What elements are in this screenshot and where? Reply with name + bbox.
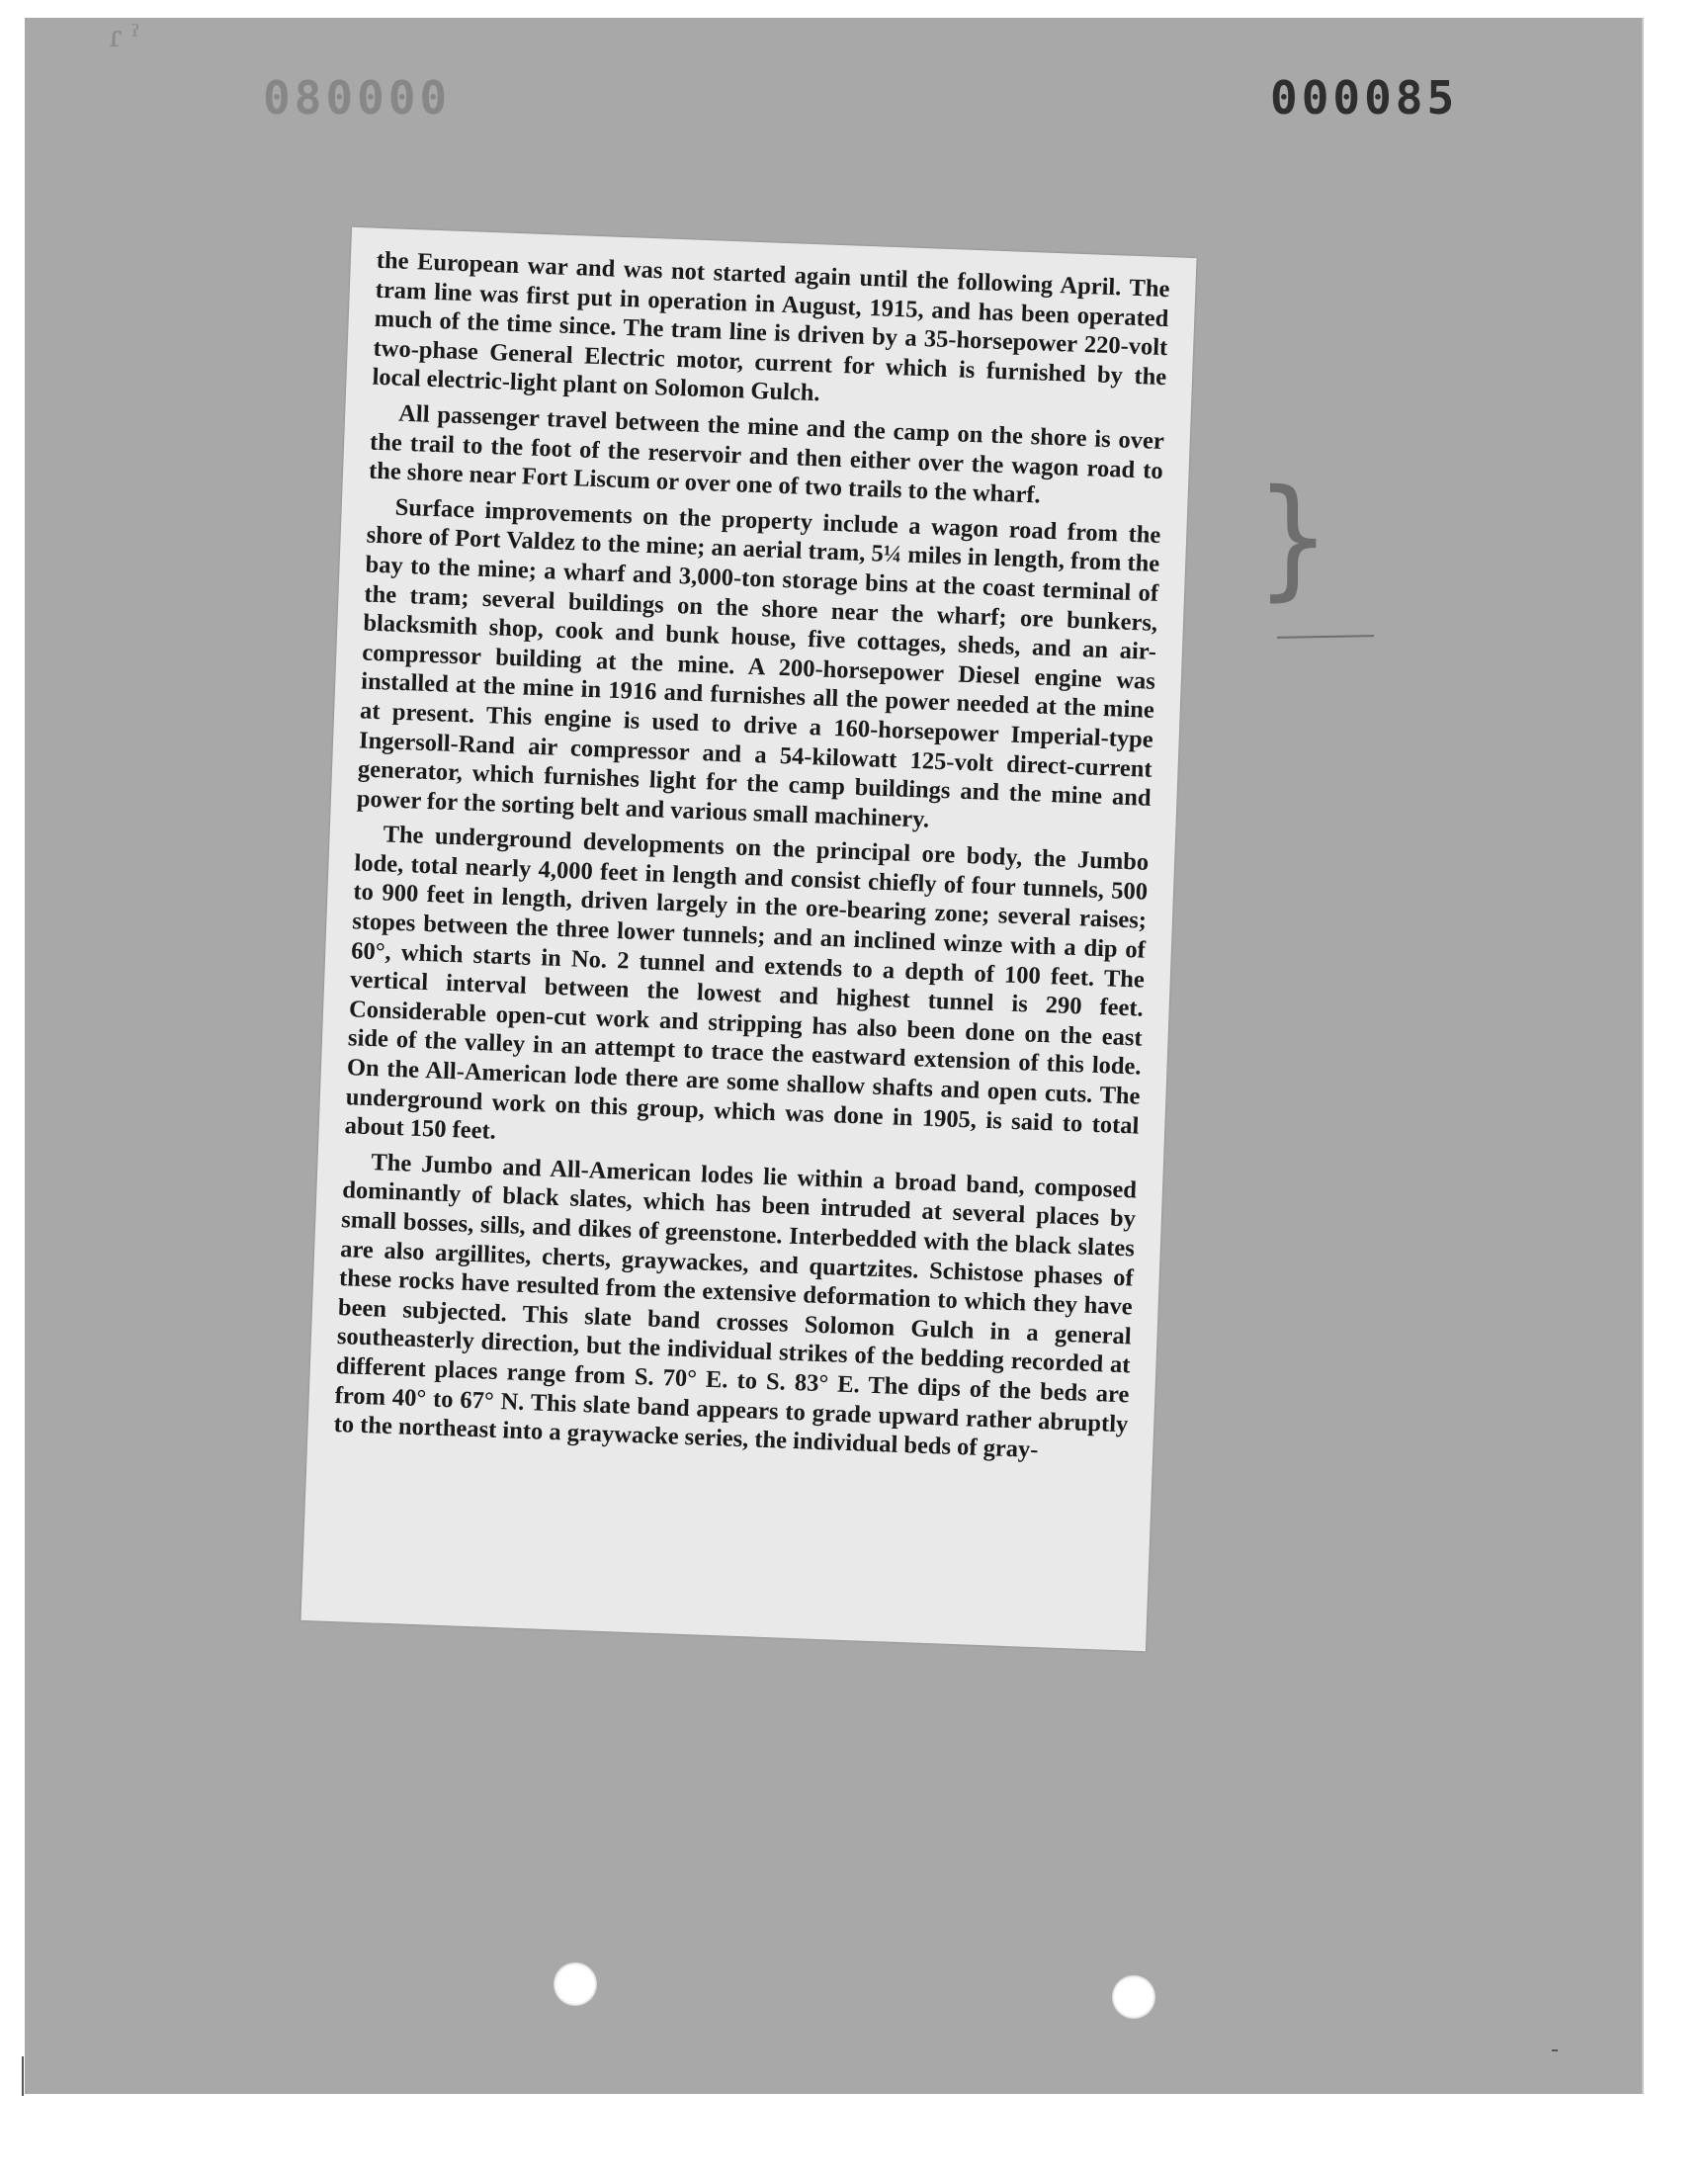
pencil-corner-mark: ɾ ˀ <box>109 20 140 54</box>
paragraph-3: Surface improvements on the property include a wagon road from the shore of Port Valdez to the mine; an aerial tram, 5¼ miles in length, from the bay to the mine; a wharf and 3,000-ton storage bins at the coast terminal of the tram; several buildings on the shore near the wharf; ore bunkers, blacksmith shop, cook and bunk house, five cottages, sheds, and an air-compressor building at the mine. A 200-horsepower Diesel engine was installed at the mine in 1916 and furnishes all the power needed at the mine at present. This engine is used to drive a 160-horsepower Imperial-type Ingersoll-Rand air compressor and a 54-kilowatt 125-volt direct-current generator, which furnishes light for the camp buildings and the mine and power for the sorting belt and various small machinery. <box>356 493 1161 833</box>
paragraph-1: the European war and was not started again until the following April. The tram line was first put in operation in August, 1915, and has been operated much of the time since. The tram line is driven by a 35-horsepower 220-volt two-phase General Electric motor, current for which is furnished by the local electric-light plant on Solomon Gulch. <box>372 246 1170 407</box>
handwritten-brace: } <box>1255 463 1331 614</box>
paragraph-5: The Jumbo and All-American lodes lie within a broad band, composed dominantly of black slates, which has been intruded at several places by small bosses, sills, and dikes of greenstone. Interbedded with the black slates are also argillites, cherts, graywackes, and quartzites. Schistose phases of these rocks have resulted from the extensive deformation to which they have been subjected. This slate band crosses Solomon Gulch in a general southeasterly direction, but the individual strikes of the bedding recorded at different places range from S. 70° E. to S. 83° E. The dips of the beds are from 40° to 67° N. This slate band appears to grade upward rather abruptly to the northeast into a graywacke series, the individual beds of gray- <box>333 1148 1138 1464</box>
sheet-edge-line <box>22 2056 24 2096</box>
document-clipping <box>300 227 1196 1651</box>
page-number-stamp: 000085 <box>1270 71 1459 125</box>
punch-hole-left <box>554 1962 597 2006</box>
paragraph-2: All passenger travel between the mine and the camp on the shore is over the trail to the foot of the reservoir and then either over the wagon road to the shore near Fort Liscum or over one of two trails to the wharf. <box>368 399 1165 509</box>
edge-tick-mark <box>1552 2049 1558 2051</box>
paragraph-4: The underground developments on the principal ore body, the Jumbo lode, total nearly 4,000 feet in length and consist chiefly of four tunnels, 500 to 900 feet in length, driven largely in the ore-bearing zone; several raises; stopes between the three lower tunnels; and an inclined winze with a dip of 60°, which starts in No. 2 tunnel and extends to a depth of 100 feet. The vertical interval between the lowest and highest tunnel is 290 feet. Considerable open-cut work and stripping has also been done on the east side of the valley in an attempt to trace the eastward extension of this lode. On the All-American lode there are some shallow shafts and open cuts. The underground work on this group, which was done in 1905, is said to total about 150 feet. <box>344 821 1150 1145</box>
faint-page-stamp: 000080 <box>259 71 448 125</box>
punch-hole-right <box>1112 1975 1155 2019</box>
